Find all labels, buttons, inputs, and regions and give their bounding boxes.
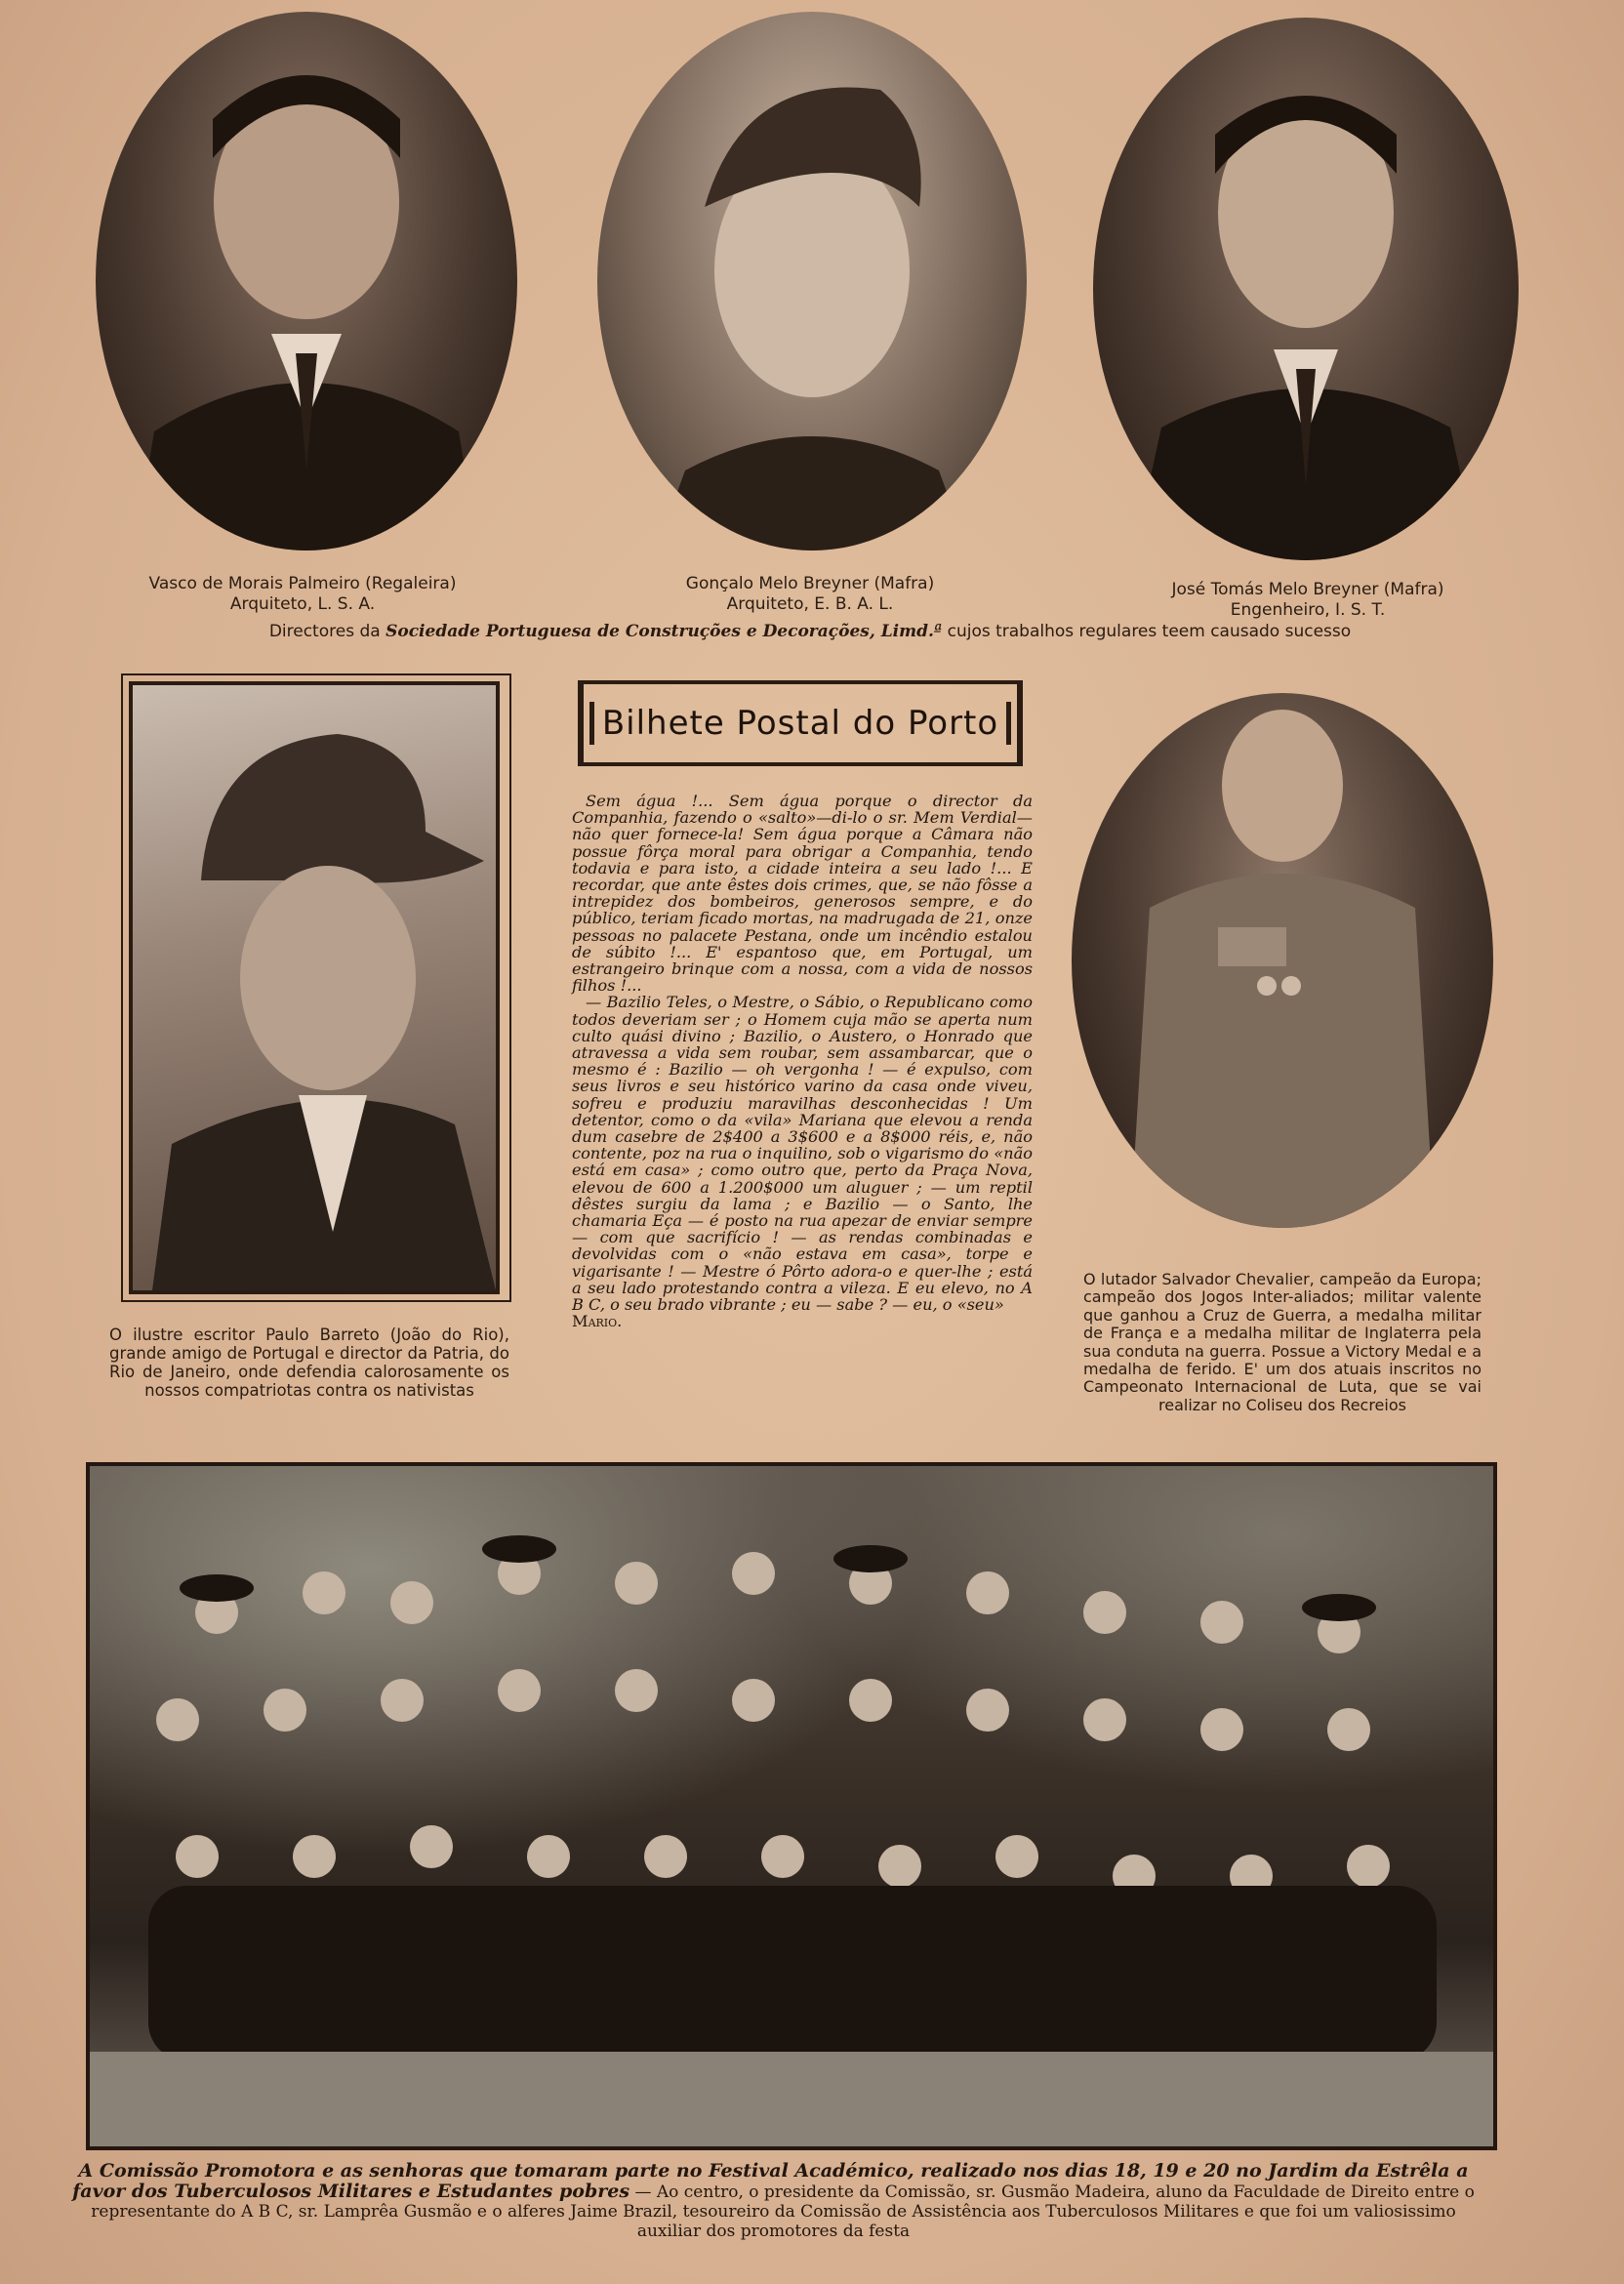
caption-name: Gonçalo Melo Breyner (Mafra)	[685, 574, 935, 593]
group-photo-caption	[68, 2161, 1479, 2241]
directors-prefix: Directores da	[268, 622, 381, 641]
caption-title: Arquiteto, E. B. A. L.	[726, 594, 894, 614]
portrait-figure-icon	[1093, 18, 1519, 560]
portrait-vasco-palmeiro	[96, 12, 517, 551]
caption-title: Arquiteto, L. S. A.	[229, 594, 376, 614]
portrait-jose-breyner	[1093, 18, 1519, 560]
portrait-salvador-chevalier	[1072, 693, 1493, 1228]
caption-text: O lutador Salvador Chevalier, campeão da Europa; campeão dos Jogos Inter-aliados; militar valente que ganhou a Cruz de Guerra, a medalha militar de França e a medalha militar de Inglaterra pela sua conduta na guerra. Possue a Victory Medal e a medalha de ferido. E' um dos atuais inscritos no Campeonato Internacional de Luta, que se vai realizar no Coliseu dos Recreios	[1083, 1270, 1482, 1414]
portrait-figure-icon	[597, 12, 1027, 551]
portrait-goncalo-breyner	[597, 12, 1027, 551]
caption-jose	[1103, 580, 1513, 621]
article-paragraph: — Bazilio Teles, o Mestre, o Sábio, o Republicano como todos deveriam ser ; o Homem cuja mão se aperta num culto quási divino ; Bazilio, o Austero, o Honrado que atravessa a vida sem roubar, sem assambarcar, que o mesmo é : Bazilio — oh vergonha ! — é expulso, com seus livros e seu histórico varino da casa onde viveu, sofreu e produziu maravilhas desconhecidas ! Um detentor, como o da «vila» Mariana que elevou a renda dum casebre de 2$400 a 3$600 e a 8$000 réis, e, não contente, poz na rua o inquilino, sob o vigarismo do «não está em casa» ; como outro que, perto da Praça Nova, elevou de 600 a 1.200$000 um aluguer ; — um reptil dêstes surgiu da lama ; e Bazilio — o Santo, lhe chamaria Eça — é posto na rua apezar de enviar sempre — com que sacrifício ! — as rendas combinadas e devolvidas com o «não estava em casa», torpe e vigarisante ! — Mestre ó Pôrto adora-o e quer-lhe ; está a seu lado protestando contra a vileza. E eu elevo, no A B C, o seu brado vibrante ; eu — sabe ? — eu, o «seu»	[572, 993, 1033, 1315]
caption-paulo-barreto	[109, 1326, 509, 1400]
caption-vasco	[107, 574, 498, 615]
article-paragraph: Sem água !... Sem água porque o director da Companhia, fazendo o «salto»—di-lo o sr. Mem Verdial—não quer fornece-la! Sem água porque a Câmara não possue fôrça moral para obrigar a Companhia, tendo todavia e para isto, a cidade inteira a seu lado !... E recordar, que ante êstes dois crimes, que, se não fôsse a intrepidez dos bombeiros, generosos sempre, e do público, teriam ficado mortas, na madrugada de 21, onze pessoas no palacete Pestana, onde um incêndio estalou de súbito !... E' espantoso que, em Portugal, um estrangeiro brinque com a nossa, com a vida de nossos filhos !...	[572, 792, 1033, 996]
caption-title: Engenheiro, I. S. T.	[1230, 600, 1386, 620]
article-body	[572, 793, 1033, 1330]
photo-paulo-barreto	[129, 681, 500, 1294]
caption-rest: — Ao centro, o presidente da Comissão, sr. Gusmão Madeira, aluno da Faculdade de Direito entre o representante do A B C, sr. Lamprêa Gusmão e o alferes Jaime Brazil, tesoureiro da Comissão de Assistência aos Tuberculosos Militares e que foi um valiosissimo auxiliar dos promotores da festa	[91, 2182, 1475, 2241]
caption-name: Vasco de Morais Palmeiro (Regaleira)	[148, 574, 457, 593]
portrait-figure-icon	[1072, 693, 1493, 1228]
group-crowd-icon	[90, 1466, 1493, 2146]
portrait-figure-icon	[96, 12, 517, 551]
directors-suffix: cujos trabalhos regulares teem causado sucesso	[947, 622, 1352, 641]
article-signature: Mario.	[572, 1312, 623, 1331]
caption-goncalo	[605, 574, 1015, 615]
caption-text: O ilustre escritor Paulo Barreto (João do Rio), grande amigo de Portugal e director da Patria, do Rio de Janeiro, onde defendia calorosamente os nossos compatriotas contra os nativistas	[109, 1326, 509, 1400]
article-title: Bilhete Postal do Porto	[601, 704, 999, 743]
article-title-box	[578, 680, 1023, 766]
portrait-figure-icon	[133, 685, 496, 1290]
group-photo-comissao	[86, 1462, 1497, 2150]
caption-salvador-chevalier	[1083, 1271, 1482, 1414]
directors-caption	[78, 622, 1542, 641]
caption-lead: A Comissão Promotora e as senhoras que tomaram parte no Festival Académico, realizado nos dias 18, 19 e 20 no Jardim da Estrêla a favor dos Tuberculosos Militares e Estudantes pobres	[72, 2160, 1469, 2202]
caption-name: José Tomás Melo Breyner (Mafra)	[1171, 580, 1444, 599]
company-name: Sociedade Portuguesa de Construções e Decorações, Limd.ª	[386, 622, 943, 641]
